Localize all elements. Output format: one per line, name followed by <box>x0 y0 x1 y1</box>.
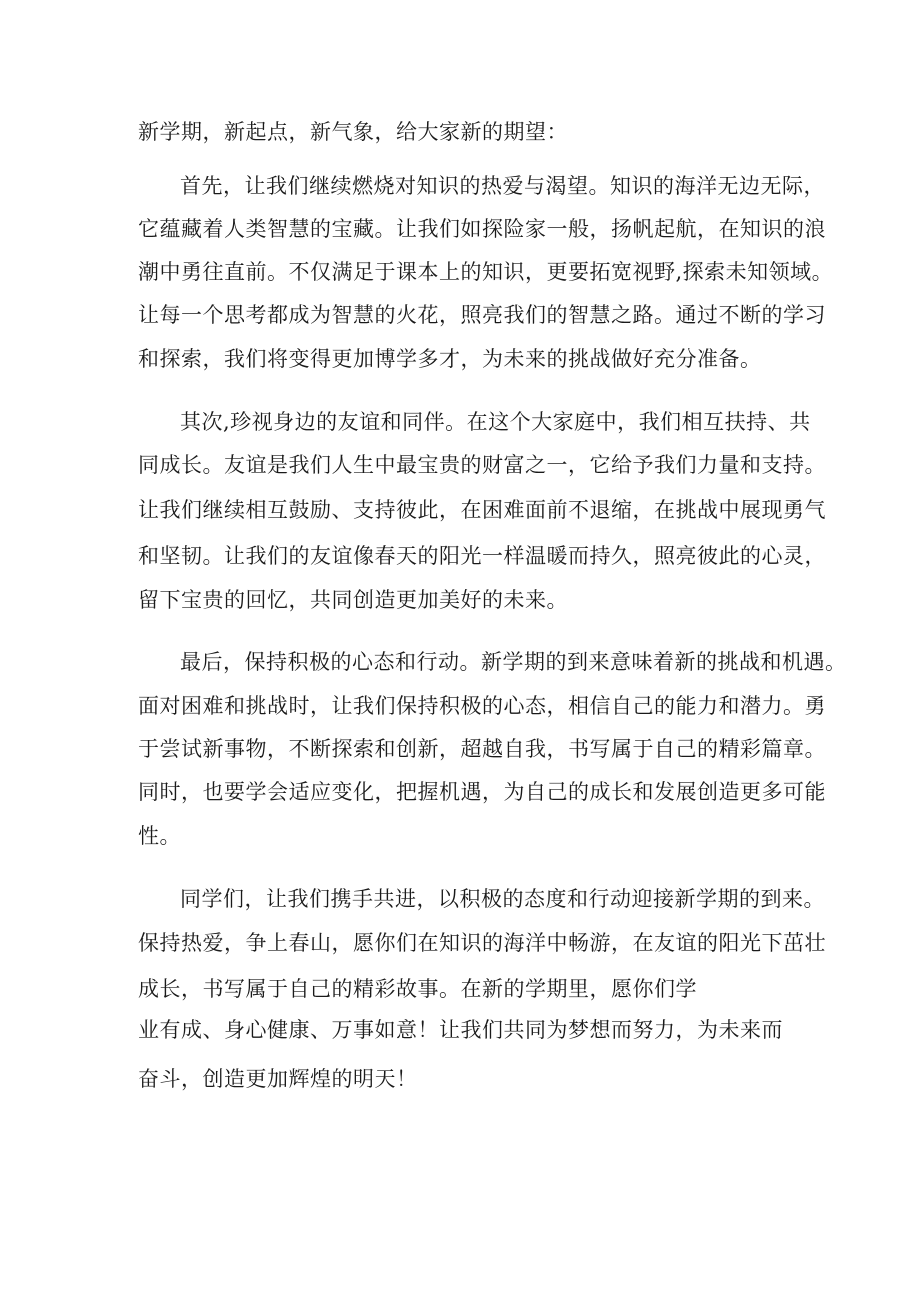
text-line-11: 留下宝贵的回忆，共同创造更加美好的未来。 <box>138 588 568 612</box>
text-line-21: 奋斗，创造更加辉煌的明天！ <box>138 1067 418 1091</box>
text-line-7: 其次,珍视身边的友谊和同伴。在这个大家庭中，我们相互扶持、共 <box>180 410 811 434</box>
text-line-1: 新学期，新起点，新气象，给大家新的期望： <box>138 120 568 144</box>
text-line-16: 性。 <box>138 824 181 848</box>
text-line-14: 于尝试新事物，不断探索和创新，超越自我，书写属于自己的精彩篇章。 <box>138 737 826 761</box>
text-line-13: 面对困难和挑战时，让我们保持积极的心态，相信自己的能力和潜力。勇 <box>138 694 826 718</box>
text-line-12: 最后，保持积极的心态和行动。新学期的到来意味着新的挑战和机遇。 <box>180 650 847 674</box>
text-line-20: 业有成、身心健康、万事如意！让我们共同为梦想而努力，为未来而 <box>138 1018 783 1042</box>
text-line-4: 潮中勇往直前。不仅满足于课本上的知识，更要拓宽视野,探索未知领域。 <box>138 260 834 284</box>
text-line-18: 保持热爱，争上春山，愿你们在知识的海洋中畅游，在友谊的阳光下茁壮 <box>138 931 826 955</box>
text-line-17: 同学们，让我们携手共进，以积极的态度和行动迎接新学期的到来。 <box>180 887 825 911</box>
text-line-19: 成长，书写属于自己的精彩故事。在新的学期里，愿你们学 <box>138 977 697 1001</box>
text-line-8: 同成长。友谊是我们人生中最宝贵的财富之一，它给予我们力量和支持。 <box>138 453 826 477</box>
text-line-3: 它蕴藏着人类智慧的宝藏。让我们如探险家一般，扬帆起航，在知识的浪 <box>138 217 826 241</box>
text-line-2: 首先，让我们继续燃烧对知识的热爱与渴望。知识的海洋无边无际， <box>180 174 825 198</box>
text-line-5: 让每一个思考都成为智慧的火花，照亮我们的智慧之路。通过不断的学习 <box>138 303 826 327</box>
text-line-6: 和探索，我们将变得更加博学多才，为未来的挑战做好充分准备。 <box>138 347 762 371</box>
text-line-9: 让我们继续相互鼓励、支持彼此，在困难面前不退缩，在挑战中展现勇气 <box>138 498 826 522</box>
text-line-15: 同时，也要学会适应变化，把握机遇，为自己的成长和发展创造更多可能 <box>138 780 826 804</box>
text-line-10: 和坚韧。让我们的友谊像春天的阳光一样温暖而持久，照亮彼此的心灵， <box>138 544 826 568</box>
